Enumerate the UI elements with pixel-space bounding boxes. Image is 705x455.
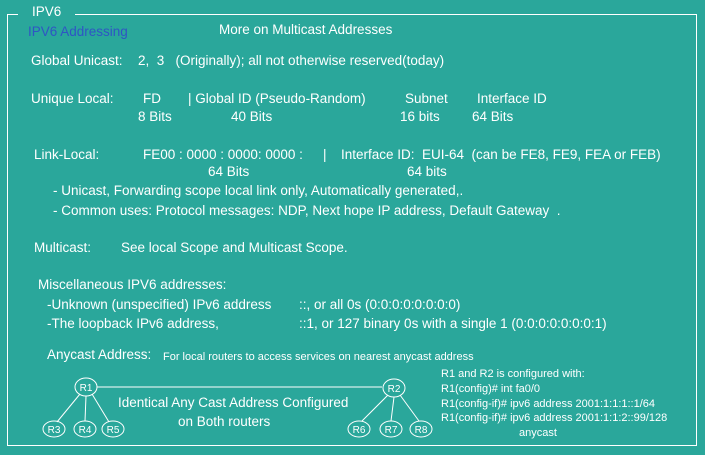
r2-r7-link — [391, 397, 394, 421]
router-r4 — [74, 421, 96, 437]
unique-local-fd: FD — [143, 91, 161, 106]
link-local-label: Link-Local: — [34, 147, 100, 162]
router-r1-label: R1 — [79, 383, 93, 394]
diagram-caption-line-2: on Both routers — [178, 414, 271, 429]
link-local-separator: | — [323, 147, 327, 162]
slide-tag: IPV6 — [18, 4, 75, 20]
global-unicast-values: 2, 3 (Originally); all not otherwise reserved(today) — [138, 53, 445, 68]
anycast-label: Anycast Address: — [47, 347, 152, 362]
unique-local-fd-bits: 8 Bits — [138, 109, 172, 124]
multicast-label: Multicast: — [34, 240, 92, 255]
unique-local-label: Unique Local: — [31, 91, 114, 106]
misc-unknown-value: ::, or all 0s (0:0:0:0:0:0:0:0) — [299, 297, 461, 312]
unique-local-subnet-bits: 16 bits — [400, 109, 440, 124]
config-line-1: R1(config)# int fa0/0 — [441, 383, 541, 395]
router-r8-label: R8 — [414, 425, 428, 436]
router-r3-label: R3 — [47, 425, 61, 436]
r1-r4-link — [85, 396, 86, 421]
config-line-2: R1(config-if)# ipv6 address 2001:1:1:1::1/64 — [441, 398, 656, 410]
r1-r5-link — [92, 394, 109, 422]
slide-title: More on Multicast Addresses — [219, 22, 393, 37]
misc-heading: Miscellaneous IPV6 addresses: — [38, 277, 227, 292]
link-local-bullet-2: - Common uses: Protocol messages: NDP, Next hope IP address, Default Gateway . — [53, 203, 561, 218]
slide-subtitle: IPV6 Addressing — [28, 24, 128, 39]
router-r6 — [348, 421, 370, 437]
unique-local-subnet: Subnet — [405, 91, 448, 106]
config-intro: R1 and R2 is configured with: — [441, 368, 585, 380]
router-r6-label: R6 — [352, 425, 366, 436]
router-r4-label: R4 — [78, 425, 92, 436]
router-r5 — [102, 421, 124, 437]
router-r3 — [43, 421, 65, 437]
config-line-3: R1(config-if)# ipv6 address 2001:1:1:2::99/128 — [441, 412, 668, 424]
anycast-text: For local routers to access services on nearest anycast address — [163, 351, 474, 363]
diagram-caption-line-1: Identical Any Cast Address Configured — [118, 395, 349, 410]
r2-r6-link — [362, 395, 388, 421]
router-r2 — [383, 379, 405, 397]
link-local-prefix-bits: 64 Bits — [208, 164, 250, 179]
config-line-4: anycast — [519, 427, 557, 439]
router-r5-label: R5 — [106, 425, 120, 436]
unique-local-interface-id: Interface ID — [477, 91, 547, 106]
unique-local-interface-id-bits: 64 Bits — [472, 109, 514, 124]
link-local-bullet-1: - Unicast, Forwarding scope local link only, Automatically generated,. — [53, 183, 464, 198]
router-r1 — [75, 378, 97, 396]
link-local-interface-bits: 64 bits — [407, 164, 447, 179]
link-local-interface-id: Interface ID: EUI-64 (can be FE8, FE9, FEA or FEB) — [341, 147, 661, 162]
router-r7 — [380, 421, 402, 437]
r2-r8-link — [400, 395, 419, 421]
link-local-prefix: FE00 : 0000 : 0000: 0000 : — [143, 147, 303, 162]
router-r7-label: R7 — [384, 425, 398, 436]
misc-unknown-label: -Unknown (unspecified) IPv6 address — [47, 297, 272, 312]
unique-local-global-id: | Global ID (Pseudo-Random) — [188, 91, 366, 106]
router-r2-label: R2 — [387, 384, 401, 395]
r1-r3-link — [57, 394, 80, 422]
misc-loopback-label: -The loopback IPv6 address, — [47, 316, 219, 331]
multicast-text: See local Scope and Multicast Scope. — [121, 240, 348, 255]
global-unicast-label: Global Unicast: — [31, 53, 123, 68]
misc-loopback-value: ::1, or 127 binary 0s with a single 1 (0:0:0:0:0:0:0:1) — [299, 316, 607, 331]
unique-local-global-id-bits: 40 Bits — [231, 109, 273, 124]
router-r8 — [410, 421, 432, 437]
